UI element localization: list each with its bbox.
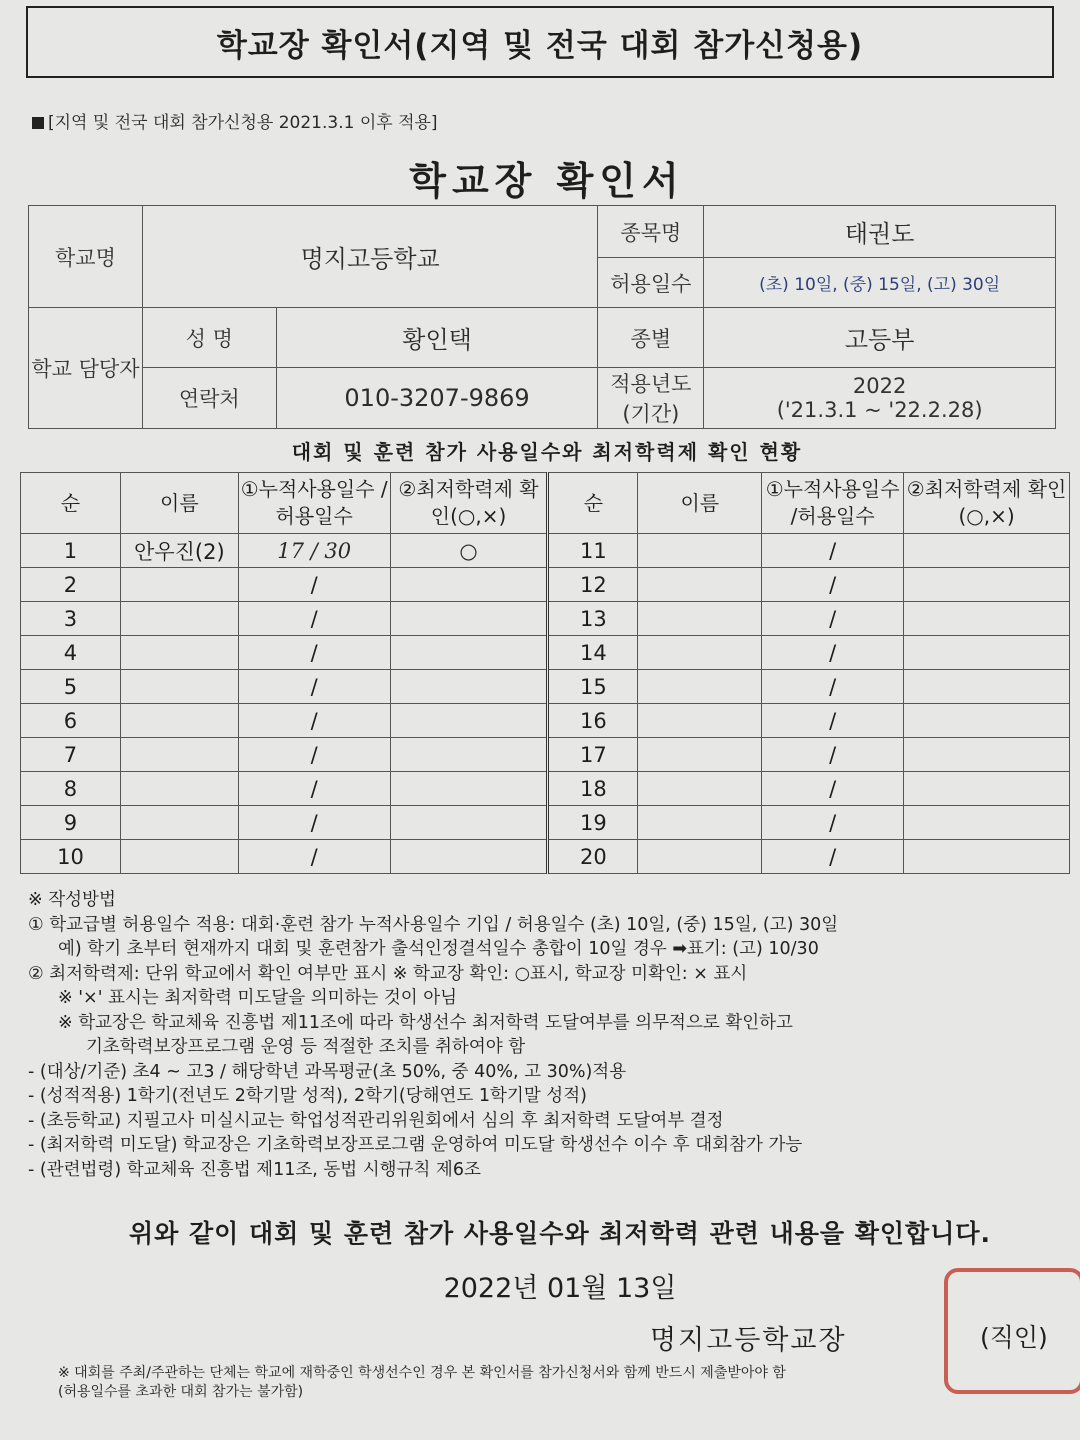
contact-label: 연락처 [142,368,276,429]
school-value: 명지고등학교 [142,206,598,308]
method-line: 예) 학기 초부터 현재까지 대회 및 훈련참가 출석인정결석일수 총합이 10일 경우 ➡표기: (고) 10/30 [58,939,819,959]
page-title: 학교장 확인서 [409,159,685,203]
table-row [21,738,1070,772]
footer-line: (허용일수를 초과한 대회 참가는 불가함) [58,1384,304,1400]
row-check [390,568,548,602]
row-check [390,772,548,806]
row-number: 5 [21,670,121,704]
table-row [21,636,1070,670]
method-line: - (성적적용) 1학기(전년도 2학기말 성적), 2학기(당해연도 1학기말 성적) [28,1086,587,1106]
table-row [21,806,1070,840]
row-number: 2 [21,568,121,602]
row-check [904,840,1070,874]
row-days: 17 / 30 [238,534,390,568]
row-number: 1 [21,534,121,568]
table-row [21,602,1070,636]
row-days: / [762,636,904,670]
method-line: - (최저학력 미도달) 학교장은 기초학력보장프로그램 운영하여 미도달 학생선수 이수 후 대회참가 가능 [28,1135,803,1155]
row-days: / [238,704,390,738]
row-check [390,602,548,636]
row-number: 16 [548,704,638,738]
sport-label: 종목명 [598,206,704,258]
section-title: 대회 및 훈련 참가 사용일수와 최저학력제 확인 현황 [291,440,803,464]
usage-table-body [21,534,1070,874]
row-name [120,670,238,704]
row-check [390,670,548,704]
row-name [638,670,762,704]
row-name [120,738,238,772]
row-name [120,636,238,670]
allowed-days-label: 허용일수 [598,258,704,308]
row-check [390,840,548,874]
header-no: 순 [548,473,638,534]
row-days: / [762,772,904,806]
method-line: - (초등학교) 지필고사 미실시교는 학업성적관리위원회에서 심의 후 최저학력 도달여부 결정 [28,1110,724,1131]
allowed-days-value: (초) 10일, (중) 15일, (고) 30일 [704,258,1056,308]
row-number: 12 [548,568,638,602]
row-days: / [762,738,904,772]
row-number: 3 [21,602,121,636]
row-days: / [238,806,390,840]
confirmation-statement: 위와 같이 대회 및 훈련 참가 사용일수와 최저학력 관련 내용을 확인합니다. [128,1219,992,1248]
row-name: 안우진(2) [120,534,238,568]
row-name [120,568,238,602]
header-check: ②최저학력제 확인(○,×) [904,473,1070,534]
year-value: 2022 [852,374,907,398]
row-name [120,772,238,806]
contact-value: 010-3207-9869 [276,368,598,429]
year-label: 적용년도 (기간) [598,368,704,429]
writing-method [28,888,1068,1182]
document-header-box: 학교장 확인서(지역 및 전국 대회 참가신청용) [26,6,1054,78]
header-check: ②최저학력제 확인(○,×) [390,473,548,534]
row-days: / [238,772,390,806]
row-days: / [762,806,904,840]
row-check [390,738,548,772]
row-days: / [238,568,390,602]
table-row [21,568,1070,602]
year-cell [704,368,1056,429]
application-note [32,108,438,133]
method-line: - (관련법령) 학교체육 진흥법 제11조, 동법 시행규칙 제6조 [28,1159,481,1180]
row-check [390,806,548,840]
name-label: 성 명 [142,308,276,368]
row-number: 10 [21,840,121,874]
header-days: ①누적사용일수 /허용일수 [238,473,390,534]
seal-label: (직인) [980,1323,1048,1352]
row-name [638,534,762,568]
signer-name: 명지고등학교장 [650,1325,847,1356]
row-name [120,840,238,874]
row-check [390,636,548,670]
row-check [904,704,1070,738]
application-note-text: [지역 및 전국 대회 참가신청용 2021.3.1 이후 적용] [48,113,438,133]
row-name [638,840,762,874]
method-line: ※ '×' 표시는 최저학력 미도달을 의미하는 것이 아님 [58,988,458,1008]
row-days: / [762,568,904,602]
division-value: 고등부 [704,308,1056,368]
manager-label: 학교 담당자 [29,308,143,429]
row-number: 18 [548,772,638,806]
table-row [21,840,1070,874]
row-check [904,534,1070,568]
row-check [904,670,1070,704]
method-line: ① 학교급별 허용일수 적용: 대회·훈련 참가 누적사용일수 기입 / 허용일수 (초) 10일, (중) 15일, (고) 30일 [28,914,839,935]
header-name: 이름 [638,473,762,534]
issue-date: 2022년 01월 13일 [443,1273,677,1304]
row-days: / [238,840,390,874]
row-check: ○ [390,534,548,568]
header-days: ①누적사용일수 /허용일수 [762,473,904,534]
method-heading: ※ 작성방법 [28,890,116,910]
name-value: 황인택 [276,308,598,368]
table-row [21,670,1070,704]
row-name [638,738,762,772]
sport-value: 태권도 [704,206,1056,258]
row-number: 4 [21,636,121,670]
bullet-square-icon [32,117,44,129]
row-days: / [238,670,390,704]
year-period: ('21.3.1 ~ '22.2.28) [776,398,983,422]
row-check [904,602,1070,636]
method-line: ② 최저학력제: 단위 학교에서 확인 여부만 표시 ※ 학교장 확인: ○표시, 학교장 미확인: × 표시 [28,963,748,984]
row-number: 6 [21,704,121,738]
row-name [638,704,762,738]
row-days: / [238,602,390,636]
row-days: / [762,704,904,738]
row-days: / [762,602,904,636]
row-days: / [762,840,904,874]
row-number: 15 [548,670,638,704]
row-number: 14 [548,636,638,670]
method-line: ※ 학교장은 학교체육 진흥법 제11조에 따라 학생선수 최저학력 도달여부를 의무적으로 확인하고 [58,1012,793,1033]
row-name [638,636,762,670]
row-number: 19 [548,806,638,840]
table-row [21,772,1070,806]
row-days: / [238,636,390,670]
school-info-table [28,205,1056,429]
row-check [904,806,1070,840]
footer-line: ※ 대회를 주최/주관하는 단체는 학교에 재학중인 학생선수인 경우 본 확인서를 참가신청서와 함께 반드시 제출받아야 함 [58,1365,786,1381]
method-line: 기초학력보장프로그램 운영 등 적절한 조치를 취하여야 함 [86,1037,526,1057]
usage-table [20,472,1070,874]
row-number: 20 [548,840,638,874]
row-number: 7 [21,738,121,772]
row-days: / [762,670,904,704]
table-row [21,534,1070,568]
row-check [904,738,1070,772]
row-days: / [762,534,904,568]
usage-table-header [21,473,1070,534]
row-name [120,602,238,636]
row-name [638,568,762,602]
row-check [904,636,1070,670]
row-number: 8 [21,772,121,806]
row-check [390,704,548,738]
row-check [904,772,1070,806]
row-name [120,704,238,738]
row-name [638,806,762,840]
row-number: 17 [548,738,638,772]
row-name [638,772,762,806]
table-row [21,704,1070,738]
header-name: 이름 [120,473,238,534]
row-name [120,806,238,840]
row-days: / [238,738,390,772]
row-number: 11 [548,534,638,568]
row-number: 9 [21,806,121,840]
row-check [904,568,1070,602]
header-no: 순 [21,473,121,534]
row-number: 13 [548,602,638,636]
footer-note [58,1364,1058,1402]
division-label: 종별 [598,308,704,368]
school-label: 학교명 [29,206,143,308]
method-line: - (대상/기준) 초4 ~ 고3 / 해당학년 과목평균(초 50%, 중 40%, 고 30%)적용 [28,1061,627,1082]
row-name [638,602,762,636]
